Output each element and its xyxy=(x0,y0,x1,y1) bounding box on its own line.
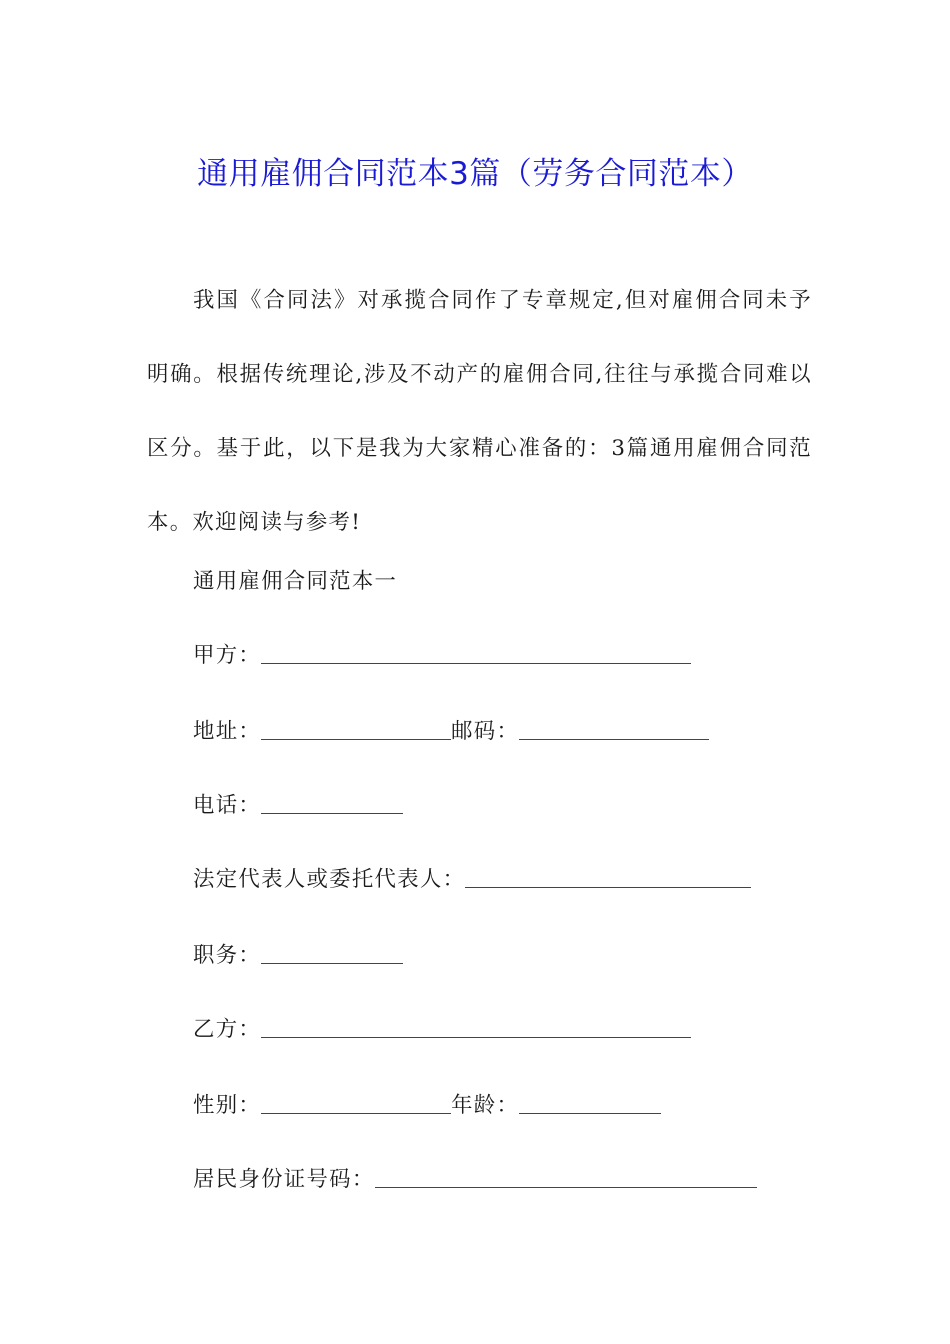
address-blank xyxy=(261,713,451,740)
id-number-label: 居民身份证号码： xyxy=(193,1167,375,1192)
age-blank xyxy=(519,1087,661,1114)
party-a-row xyxy=(193,636,691,676)
party-a-blank xyxy=(261,637,691,664)
gender-blank xyxy=(261,1087,451,1114)
age-label: 年龄： xyxy=(451,1093,520,1118)
id-number-row xyxy=(193,1160,757,1200)
legal-rep-row xyxy=(193,860,751,900)
address-row xyxy=(193,712,709,752)
legal-rep-blank xyxy=(465,861,751,888)
id-number-blank xyxy=(375,1161,757,1188)
document-title: 通用雇佣合同范本3篇（劳务合同范本） xyxy=(197,155,753,192)
party-b-blank xyxy=(261,1011,691,1038)
position-row xyxy=(193,936,403,976)
party-b-row xyxy=(193,1010,691,1050)
gender-label: 性别： xyxy=(193,1093,262,1118)
phone-blank xyxy=(261,787,403,814)
phone-row xyxy=(193,786,403,826)
postcode-label: 邮码： xyxy=(451,719,520,744)
party-a-label: 甲方： xyxy=(193,643,262,668)
intro-paragraph: 我国《合同法》对承揽合同作了专章规定,但对雇佣合同未予明确。根据传统理论,涉及不动产的雇佣合同,往往与承揽合同难以区分。基于此，以下是我为大家精心准备的：3篇通用雇佣合同范本。欢迎阅读与参考! xyxy=(147,288,812,535)
phone-label: 电话： xyxy=(193,793,262,818)
postcode-blank xyxy=(519,713,709,740)
legal-rep-label: 法定代表人或委托代表人： xyxy=(193,867,466,892)
position-blank xyxy=(261,937,403,964)
gender-age-row xyxy=(193,1086,661,1126)
address-label: 地址： xyxy=(193,719,262,744)
section-heading: 通用雇佣合同范本一 xyxy=(193,569,398,594)
party-b-label: 乙方： xyxy=(193,1017,262,1042)
position-label: 职务： xyxy=(193,943,262,968)
